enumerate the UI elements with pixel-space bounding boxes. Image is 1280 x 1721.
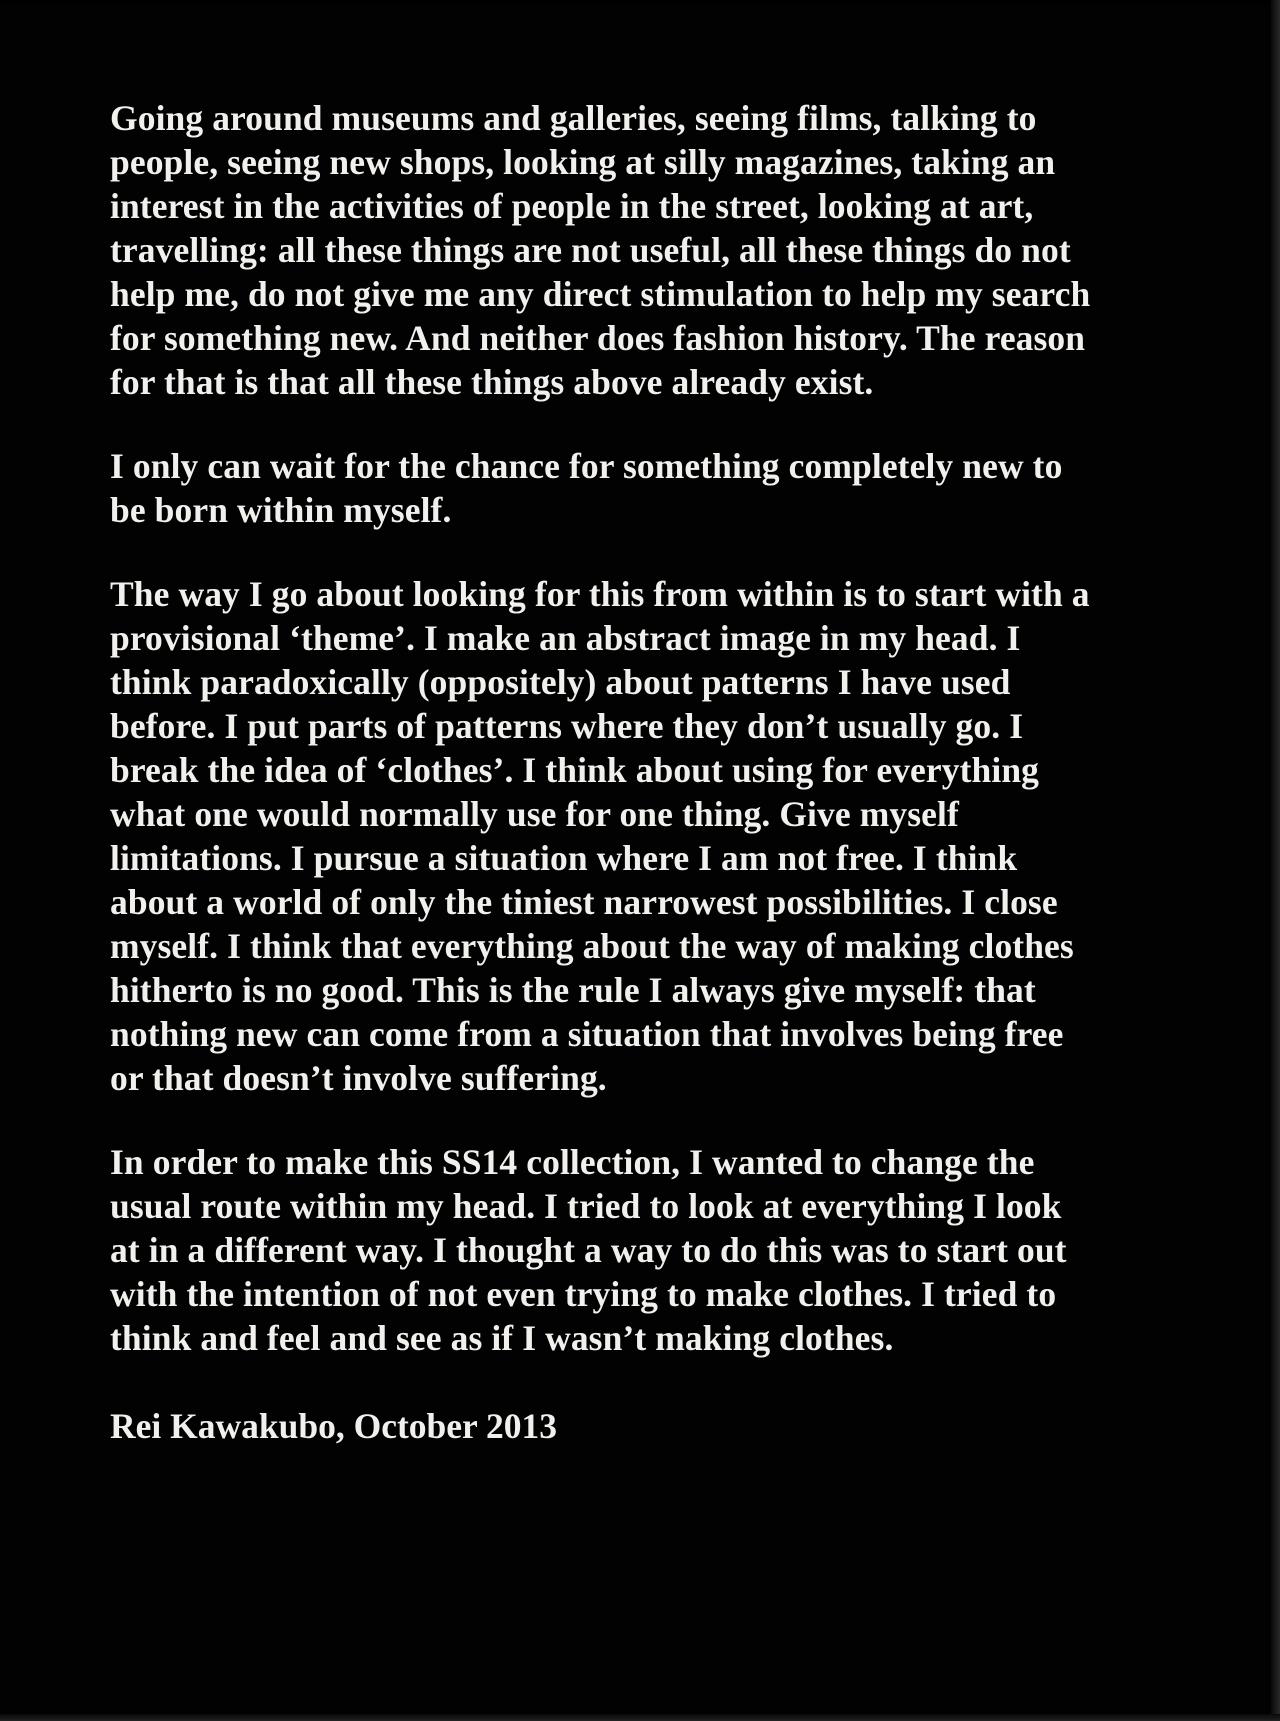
page-top-edge (0, 0, 1280, 4)
paragraph: Going around museums and galleries, seeing films, talking to people, seeing new shops, looking at silly magazines, taking an interest in the activities of people in the street, looking at art, travelling: all these things are not useful, all these things do not help me, do not give me any direct stimulation to help my search for something new. And neither does fashion history. The reason for that is that all these things above already exist. (110, 98, 1091, 402)
statement-text-block (110, 96, 1100, 1448)
page-right-edge (1271, 0, 1280, 1721)
paragraph: I only can wait for the chance for something completely new to be born within myself. (110, 446, 1063, 530)
page-bottom-edge (0, 1714, 1280, 1721)
paragraph: In order to make this SS14 collection, I wanted to change the usual route within my head. I tried to look at everything I look at in a different way. I thought a way to do this was to start out with the intention of not even trying to make clothes. I tried to think and feel and see as if I wasn’t making clothes. (110, 1142, 1067, 1358)
paragraph: The way I go about looking for this from within is to start with a provisional ‘theme’. I make an abstract image in my head. I think paradoxically (oppositely) about patterns I have used before. I put parts of patterns where they don’t usually go. I break the idea of ‘clothes’. I think about using for everything what one would normally use for one thing. Give myself limitations. I pursue a situation where I am not free. I think about a world of only the tiniest narrowest possibilities. I close myself. I think that everything about the way of making clothes hitherto is no good. This is the rule I always give myself: that nothing new can come from a situation that involves being free or that doesn’t involve suffering. (110, 574, 1090, 1098)
author-signature: Rei Kawakubo, October 2013 (110, 1406, 558, 1446)
